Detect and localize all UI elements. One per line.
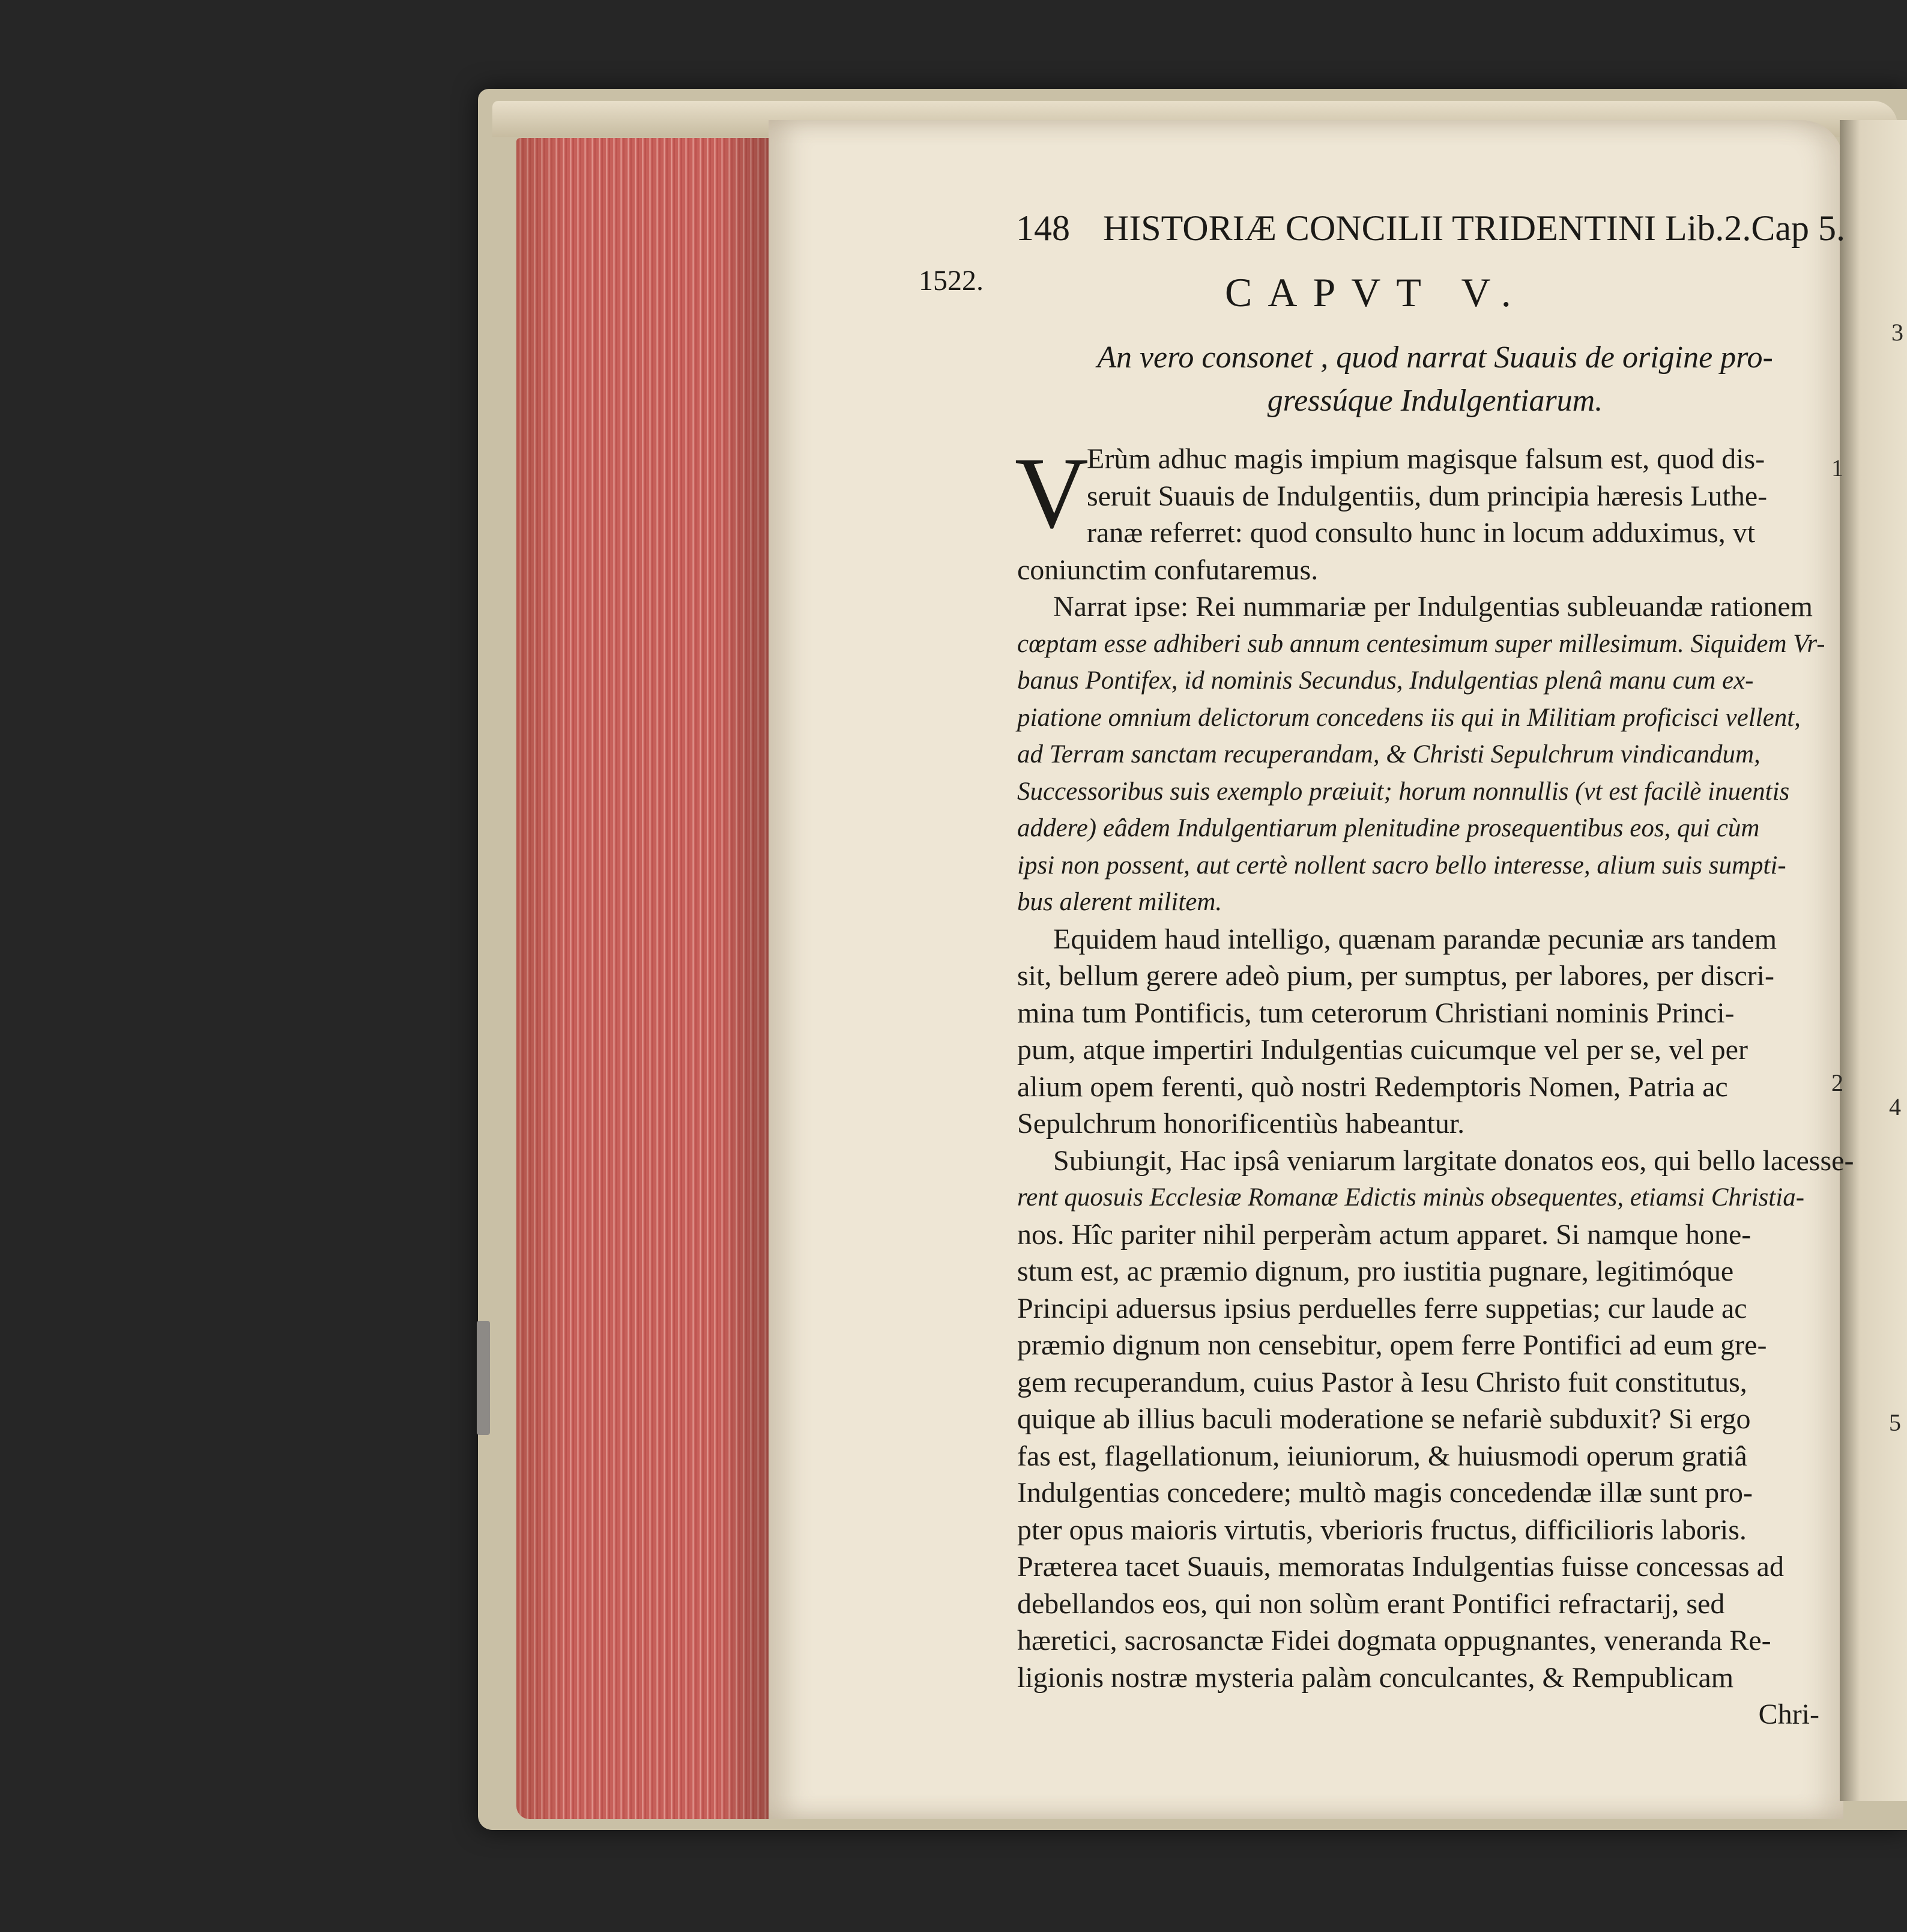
body-line: banus Pontifex, id nominis Secundus, Indulgentias plenâ manu cum ex- (1017, 666, 1754, 695)
body-line: pum, atque impertiri Indulgentias cuicumque vel per se, vel per (1017, 1034, 1748, 1066)
body-line: stum est, ac præmio dignum, pro iustitia pugnare, legitimóque (1017, 1255, 1734, 1287)
body-line: gem recuperandum, cuius Pastor à Iesu Christo fuit constitutus, (1017, 1366, 1747, 1398)
body-line: Narrat ipse: Rei nummariæ per Indulgentias subleuandæ rationem (1053, 591, 1813, 623)
body-line: Sepulchrum honorificentiùs habeantur. (1017, 1108, 1465, 1140)
chapter-subtitle (1075, 336, 1795, 423)
running-header (1016, 208, 1846, 256)
page-edge-shading (516, 138, 769, 1819)
body-line: fas est, flagellationum, ieiuniorum, & huiusmodi operum gratiâ (1017, 1440, 1747, 1472)
body-line: addere) eâdem Indulgentiarum plenitudine prosequentibus eos, qui cùm (1017, 814, 1760, 842)
body-line: Principi aduersus ipsius perduelles ferre suppetias; cur laude ac (1017, 1292, 1747, 1324)
body-line: præmio dignum non censebitur, opem ferre Pontifici ad eum gre- (1017, 1329, 1767, 1361)
body-line: ad Terram sanctam recuperandam, & Christi Sepulchrum vindicandum, (1017, 740, 1760, 768)
body-line: ranæ referret: quod consulto hunc in locum adduximus, vt (1087, 517, 1756, 549)
body-line: Indulgentias concedere; multò magis concedendæ illæ sunt pro- (1017, 1477, 1753, 1509)
subtitle-line: An vero consonet , quod narrat Suauis de origine pro- (1097, 340, 1773, 375)
facing-page-edge (1840, 120, 1907, 1801)
body-line: debellandos eos, qui non solùm erant Pontifici refractarij, sed (1017, 1587, 1725, 1620)
body-line: nos. Hîc pariter nihil perperàm actum apparet. Si namque hone- (1017, 1218, 1751, 1251)
body-line: Subiungit, Hac ipsâ veniarum largitate donatos eos, qui bello lacesse- (1053, 1144, 1854, 1177)
book-clasp (477, 1321, 490, 1435)
facing-page-number: 5 (1889, 1409, 1901, 1436)
body-line: seruit Suauis de Indulgentiis, dum principia hæresis Luthe- (1087, 480, 1768, 512)
body-line: pter opus maioris virtutis, vberioris fructus, difficilioris laboris. (1017, 1514, 1747, 1546)
body-line: Equidem haud intelligo, quænam parandæ pecuniæ ars tandem (1053, 923, 1777, 955)
margin-number: 1 (1831, 454, 1843, 481)
body-line: cœptam esse adhiberi sub annum centesimum super millesimum. Siquidem Vr- (1017, 629, 1825, 658)
body-line: mina tum Pontificis, tum ceterorum Christiani nominis Princi- (1017, 997, 1735, 1029)
drop-cap: V (1015, 436, 1089, 549)
body-line: ligionis nostræ mysteria palàm conculcantes, & Rempublicam (1017, 1661, 1734, 1694)
body-line: sit, bellum gerere adeò pium, per sumptus, per labores, per discri- (1017, 960, 1774, 992)
page-number: 148 (1016, 208, 1070, 248)
running-title: HISTORIÆ CONCILII TRIDENTINI Lib.2.Cap 5. (1103, 208, 1846, 248)
facing-page-number: 3 (1891, 319, 1903, 346)
body-line: hæretici, sacrosanctæ Fidei dogmata oppugnantes, veneranda Re- (1017, 1625, 1771, 1656)
subtitle-line: gressúque Indulgentiarum. (1267, 384, 1603, 418)
body-line: Præterea tacet Suauis, memoratas Indulgentias fuisse concessas ad (1017, 1551, 1784, 1583)
body-line: alium opem ferenti, quò nostri Redemptoris Nomen, Patria ac (1017, 1070, 1728, 1103)
catchword: Chri- (1758, 1698, 1819, 1730)
body-line: bus alerent militem. (1017, 888, 1222, 916)
body-line: Successoribus suis exemplo præiuit; horum nonnullis (vt est facilè inuentis (1017, 777, 1790, 806)
body-line: coniunctim confutaremus. (1017, 554, 1319, 586)
facing-page-number: 4 (1889, 1093, 1901, 1120)
body-line: quique ab illius baculi moderatione se nefariè subduxit? Si ergo (1017, 1403, 1751, 1435)
body-text (1015, 436, 1854, 1733)
body-line: ipsi non possent, aut certè nollent sacro bello interesse, alium suis sumpti- (1017, 851, 1786, 880)
body-line: Erùm adhuc magis impium magisque falsum est, quod dis- (1087, 443, 1765, 475)
chapter-heading: CAPVT V. (1225, 270, 1527, 315)
body-line: piatione omnium delictorum concedens iis qui in Militiam proficisci vellent, (1017, 703, 1801, 732)
body-line: rent quosuis Ecclesiæ Romanæ Edictis minùs obsequentes, etiamsi Christia- (1017, 1183, 1805, 1212)
margin-year: 1522. (919, 265, 984, 297)
margin-number: 2 (1831, 1069, 1843, 1096)
